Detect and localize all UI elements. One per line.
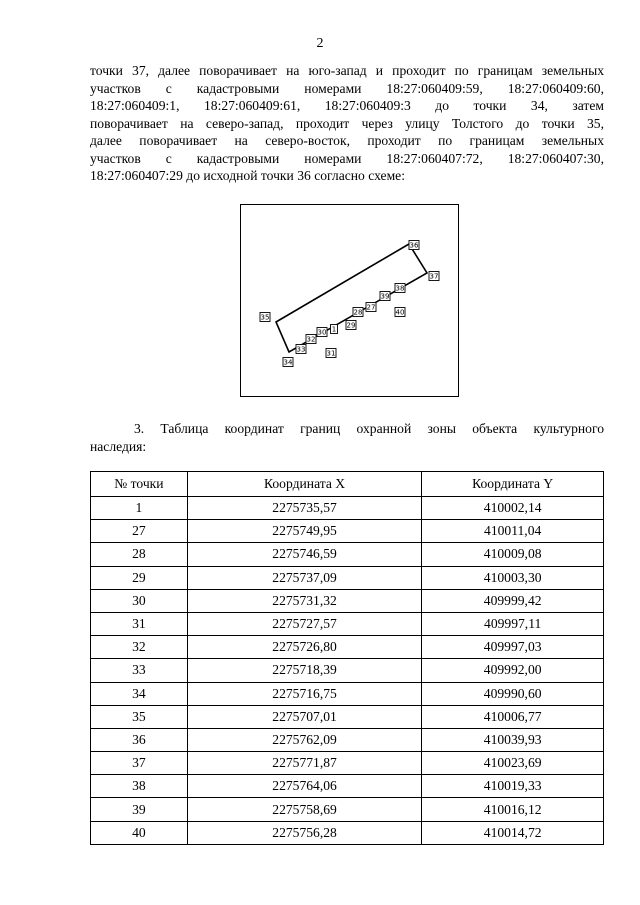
table-row (91, 589, 604, 612)
cell-coordinate-y: 410003,30 (422, 566, 604, 589)
point-label-text: 33 (296, 345, 306, 354)
cell-point-number: 31 (91, 612, 188, 635)
point-label-text: 37 (429, 272, 439, 281)
cell-point-number: 27 (91, 520, 188, 543)
cell-coordinate-x: 2275716,75 (187, 682, 422, 705)
cell-point-number: 38 (91, 775, 188, 798)
paragraph-line: 18:27:060409:1, 18:27:060409:61, 18:27:060409:3 до точки 34, затем (90, 98, 604, 113)
point-label-38 (395, 284, 405, 293)
cell-coordinate-y: 410039,93 (422, 728, 604, 751)
cell-coordinate-x: 2275735,57 (187, 497, 422, 520)
point-label-text: 1 (331, 325, 337, 334)
cell-point-number: 29 (91, 566, 188, 589)
cell-coordinate-x: 2275737,09 (187, 566, 422, 589)
cell-point-number: 28 (91, 543, 188, 566)
cell-coordinate-x: 2275756,28 (187, 821, 422, 844)
table-row (91, 775, 604, 798)
cell-point-number: 1 (91, 497, 188, 520)
cell-point-number: 30 (91, 589, 188, 612)
cell-coordinate-x: 2275764,06 (187, 775, 422, 798)
cell-coordinate-x: 2275758,69 (187, 798, 422, 821)
cell-coordinate-y: 410009,08 (422, 543, 604, 566)
point-label-36 (409, 241, 419, 250)
cell-coordinate-x: 2275771,87 (187, 752, 422, 775)
cell-coordinate-y: 409999,42 (422, 589, 604, 612)
point-label-33 (296, 345, 306, 354)
cell-coordinate-y: 410016,12 (422, 798, 604, 821)
cell-coordinate-x: 2275707,01 (187, 705, 422, 728)
table-row (91, 543, 604, 566)
point-label-27 (366, 303, 376, 312)
table-row (91, 659, 604, 682)
paragraph-line: участков с кадастровыми номерами 18:27:060407:72, 18:27:060407:30, (90, 150, 604, 166)
cell-coordinate-y: 410014,72 (422, 821, 604, 844)
point-label-37 (429, 272, 439, 281)
point-label-text: 36 (409, 241, 419, 250)
point-label-text: 39 (380, 292, 390, 301)
cell-point-number: 39 (91, 798, 188, 821)
cell-coordinate-y: 409990,60 (422, 682, 604, 705)
point-label-35 (260, 313, 270, 322)
point-label-text: 28 (353, 308, 363, 317)
table-row (91, 798, 604, 821)
point-label-text: 32 (306, 335, 316, 344)
paragraph-line: 18:27:060407:29 до исходной точки 36 согласно схеме: (90, 168, 405, 183)
paragraph-line: участков с кадастровыми номерами 18:27:060409:59, 18:27:060409:60, (90, 80, 604, 96)
cell-point-number: 35 (91, 705, 188, 728)
paragraph-line: точки 37, далее поворачивает на юго-запад и проходит по границам земельных (90, 63, 604, 78)
point-label-30 (317, 328, 327, 337)
point-label-29 (346, 321, 356, 330)
point-label-text: 40 (395, 308, 405, 317)
cell-point-number: 32 (91, 636, 188, 659)
point-label-text: 34 (283, 358, 293, 367)
table-row (91, 566, 604, 589)
body-paragraph (90, 62, 604, 185)
coordinates-table (90, 471, 604, 845)
point-label-text: 27 (366, 303, 376, 312)
cell-coordinate-y: 410019,33 (422, 775, 604, 798)
point-label-40 (395, 308, 405, 317)
protection-zone-boundary (276, 241, 427, 352)
table-heading-line: наследия: (90, 439, 147, 454)
point-label-text: 30 (317, 328, 327, 337)
table-row (91, 497, 604, 520)
table-header-row (91, 472, 604, 497)
cell-coordinate-x: 2275746,59 (187, 543, 422, 566)
point-label-text: 35 (260, 313, 270, 322)
header-coordinate-x: Координата X (187, 472, 422, 497)
cell-point-number: 40 (91, 821, 188, 844)
table-row (91, 612, 604, 635)
cell-coordinate-y: 410006,77 (422, 705, 604, 728)
cell-coordinate-y: 410023,69 (422, 752, 604, 775)
point-label-32 (306, 335, 316, 344)
table-row (91, 821, 604, 844)
paragraph-line: далее поворачивает на северо-восток, проходит по границам земельных (90, 133, 604, 148)
header-coordinate-y: Координата Y (422, 472, 604, 497)
cell-point-number: 33 (91, 659, 188, 682)
table-heading-line: 3. Таблица координат границ охранной зоны объекта культурного (134, 421, 604, 436)
cell-coordinate-y: 409997,03 (422, 636, 604, 659)
table-row (91, 752, 604, 775)
table-row (91, 705, 604, 728)
cell-coordinate-x: 2275718,39 (187, 659, 422, 682)
table-row (91, 520, 604, 543)
cell-coordinate-y: 409992,00 (422, 659, 604, 682)
paragraph-line: поворачивает на северо-запад, проходит через улицу Толстого до точки 35, (90, 115, 604, 131)
page-number: 2 (316, 36, 324, 51)
point-label-39 (380, 292, 390, 301)
point-label-text: 29 (346, 321, 356, 330)
table-heading (90, 420, 604, 456)
boundary-scheme (240, 204, 459, 397)
point-label-text: 31 (326, 349, 336, 358)
cell-coordinate-x: 2275731,32 (187, 589, 422, 612)
cell-coordinate-x: 2275762,09 (187, 728, 422, 751)
point-label-28 (353, 308, 363, 317)
point-label-1 (331, 325, 338, 334)
cell-point-number: 36 (91, 728, 188, 751)
cell-point-number: 37 (91, 752, 188, 775)
table-row (91, 636, 604, 659)
header-point-number: № точки (91, 472, 188, 497)
cell-coordinate-x: 2275726,80 (187, 636, 422, 659)
scheme-drawing (241, 205, 460, 398)
cell-coordinate-y: 410011,04 (422, 520, 604, 543)
cell-coordinate-x: 2275749,95 (187, 520, 422, 543)
cell-point-number: 34 (91, 682, 188, 705)
point-label-34 (283, 358, 293, 367)
table-body (91, 497, 604, 845)
table-row (91, 728, 604, 751)
cell-coordinate-y: 409997,11 (422, 612, 604, 635)
cell-coordinate-x: 2275727,57 (187, 612, 422, 635)
point-label-31 (326, 349, 336, 358)
cell-coordinate-y: 410002,14 (422, 497, 604, 520)
table-row (91, 682, 604, 705)
point-label-text: 38 (395, 284, 405, 293)
